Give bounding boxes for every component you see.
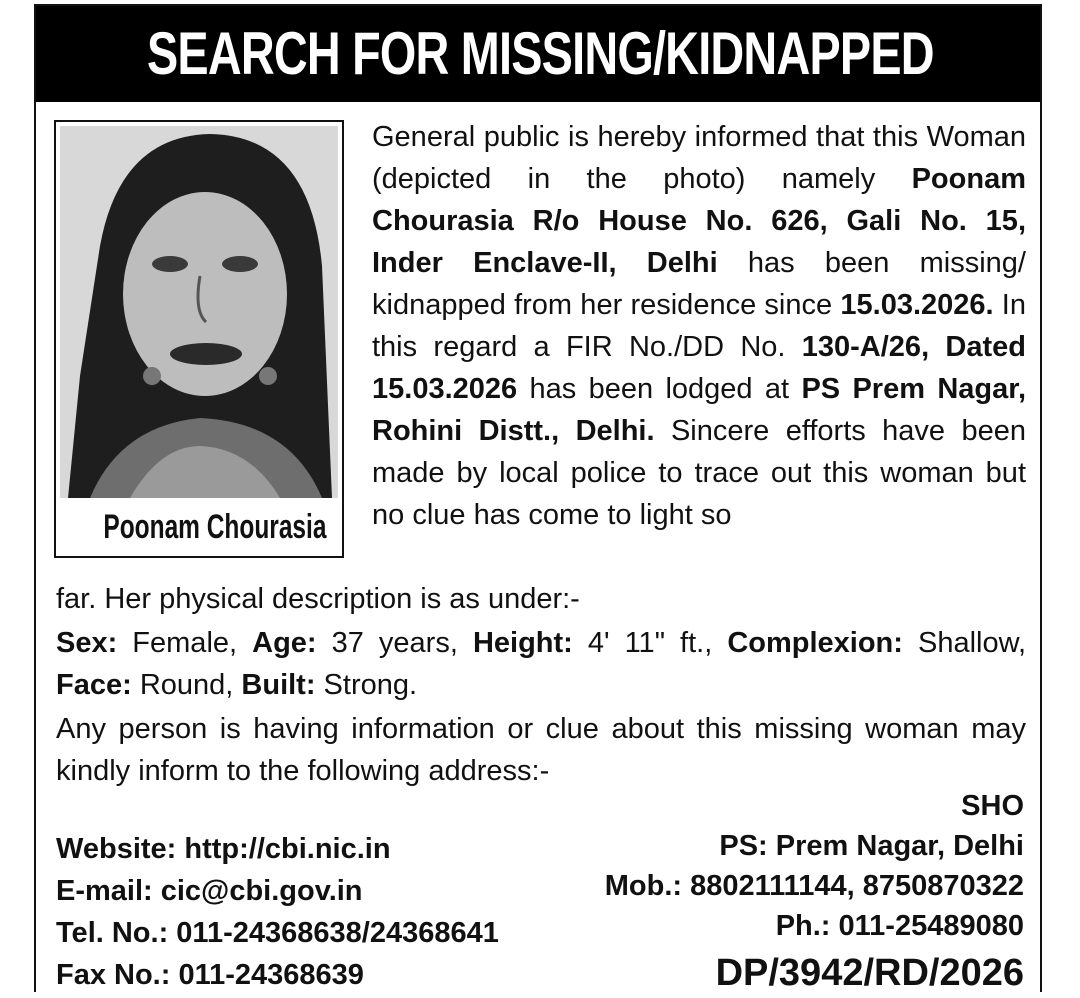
- police-station: PS Prem Nagar, Rohini Distt., Delhi.: [372, 373, 1027, 447]
- cbi-contacts: [56, 828, 499, 996]
- fir-number: 130-A/26, Dated 15.03.2026: [372, 331, 1026, 405]
- face-value: Round,: [131, 669, 242, 701]
- sex-label: Sex:: [56, 627, 118, 659]
- intro-continuation: far. Her physical description is as under:-: [56, 583, 580, 615]
- intro-text: In this regard a FIR No./DD No.: [372, 289, 1026, 363]
- height-value: 4' 11" ft.,: [572, 627, 728, 659]
- telephone-line: Tel. No.: 011-24368638/24368641: [56, 917, 499, 949]
- website-line[interactable]: Website: http://cbi.nic.in: [56, 833, 391, 865]
- complexion-label: Complexion:: [727, 627, 903, 659]
- intro-text: has been missing/ kidnapped from her residence since: [372, 247, 1026, 321]
- fax-line: Fax No.: 011-24368639: [56, 959, 364, 991]
- notice-headline: SEARCH FOR MISSING/KIDNAPPED: [36, 6, 1040, 102]
- intro-text: General public is hereby informed that this Woman (depicted in the photo) namely: [372, 121, 1026, 195]
- height-label: Height:: [472, 627, 573, 659]
- photo-frame: [54, 120, 344, 558]
- station-line: PS: Prem Nagar, Delhi: [719, 830, 1024, 862]
- police-contacts: [605, 786, 1024, 998]
- name-address: Poonam Chourasia R/o House No. 626, Gali No. 15, Inder Enclave-II, Delhi: [372, 163, 1026, 279]
- built-label: Built:: [241, 669, 316, 701]
- mobile-line: Mob.: 8802111144, 8750870322: [604, 870, 1024, 902]
- sex-value: Female,: [117, 627, 253, 659]
- missing-person-photo: [60, 126, 338, 498]
- missing-person-notice: [34, 4, 1042, 992]
- missing-date: 15.03.2026.: [840, 289, 994, 321]
- officer-title: SHO: [961, 790, 1024, 822]
- age-label: Age:: [252, 627, 317, 659]
- phone-line: Ph.: 011-25489080: [775, 910, 1024, 942]
- intro-paragraph: [372, 116, 1026, 536]
- email-line[interactable]: E-mail: cic@cbi.gov.in: [56, 875, 363, 907]
- face-label: Face:: [56, 669, 132, 701]
- photo-caption: Poonam Chourasia: [103, 508, 327, 546]
- reference-number: DP/3942/RD/2026: [715, 952, 1024, 994]
- age-value: 37 years,: [316, 627, 473, 659]
- physical-description: [56, 622, 1026, 706]
- intro-text: has been lodged at: [517, 373, 802, 405]
- intro-text: Sincere efforts have been made by local police to trace out this woman but no clue has come to light so: [372, 415, 1026, 531]
- appeal-text: Any person is having information or clue about this missing woman may kindly inform to the following address:-: [56, 713, 1026, 787]
- portrait-illustration: [60, 126, 338, 498]
- complexion-value: Shallow,: [902, 627, 1026, 659]
- built-value: Strong.: [315, 669, 418, 701]
